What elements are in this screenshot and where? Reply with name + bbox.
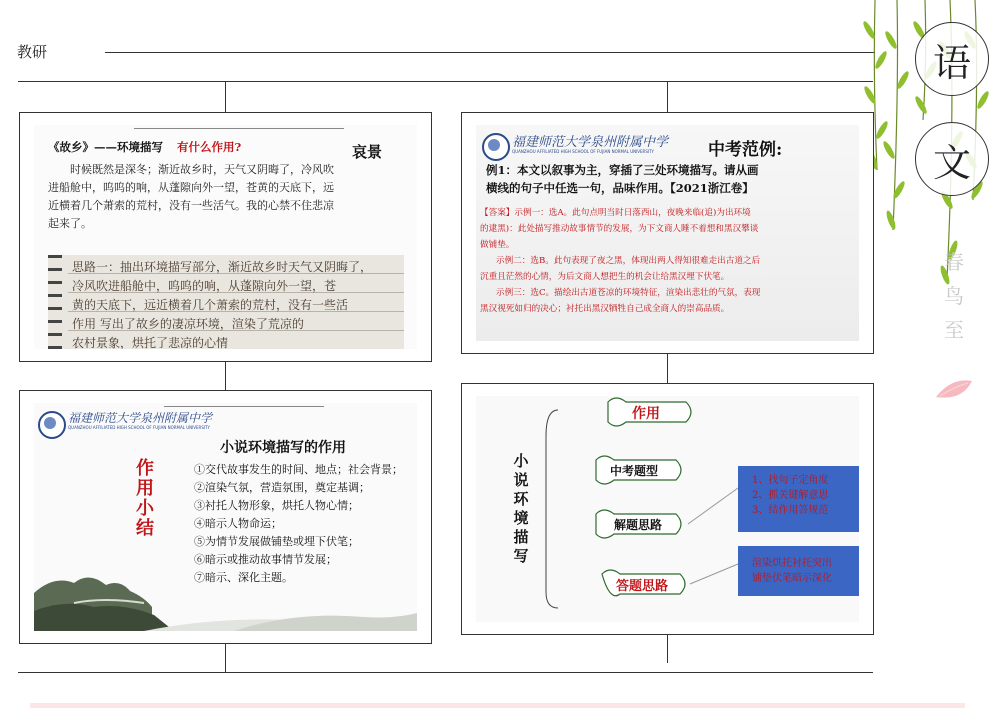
panel-guxiang — [19, 112, 432, 362]
node-answer-approach: 答题思路 — [616, 579, 669, 594]
answer-line: 【答案】示例一：选A。此句点明当时日落西山，夜晚来临(追)为出环境 — [480, 208, 751, 218]
list-item: ③衬托人物形象，烘托人物心情； — [194, 499, 359, 512]
node-solving-approach: 解题思路 — [614, 518, 663, 532]
sidebar-char-1: 语 — [932, 40, 971, 85]
answer-line: 的逮黑)：此处描写推动故事情节的发展，为下文商人睡不着想和黑汉攀谈 — [480, 224, 759, 234]
header-divider — [105, 52, 875, 53]
method-box-2 — [738, 546, 859, 596]
slide-top-line — [134, 128, 344, 129]
landscape-illustration — [34, 553, 417, 631]
note-line: 农村景象，烘托了悲凉的心情 — [72, 336, 229, 349]
sidebar-vertical-char: 至 — [944, 318, 964, 342]
vertical-title-char: 描 — [513, 528, 529, 546]
method-line: 2、抓关键解意思 — [752, 490, 829, 501]
answer-line: 示例二：选B。此句表现了夜之黑，体现出两人得知很难走出古道之后 — [496, 256, 761, 266]
school-name-en: QUANZHOU AFFILIATED HIGH SCHOOL OF FUJIAN NORMAL UNIVERSITY — [512, 149, 654, 154]
panel-exam-example — [461, 112, 874, 354]
example-question — [486, 161, 759, 197]
slide-title-question: 有什么作用? — [177, 140, 242, 154]
panel-mindmap — [461, 383, 874, 635]
sidebar-vertical-char: 鸟 — [944, 284, 964, 308]
slide-tag: 哀景 — [352, 143, 383, 161]
note-line: 冷风吹进船舱中，呜呜的响，从蓬隙向外一望，苍 — [72, 279, 337, 293]
answer-line: 示例三：选C。描绘出古道苍凉的环境特征，渲染出悲壮的气氛，表现 — [496, 288, 761, 298]
bottom-frame-line — [18, 672, 873, 673]
method-line: 3、结作用答规范 — [752, 505, 829, 516]
method-line: 1、找句子定角度 — [752, 475, 829, 486]
exam-title: 中考范例: — [708, 140, 783, 160]
sidebar-char-circle-1 — [915, 22, 989, 96]
list-item: ②渲染气氛，营造氛围，奠定基调； — [194, 481, 370, 494]
list-item: ④暗示人物命运； — [194, 517, 282, 530]
slide-title-prefix: 《故乡》——环境描写 — [48, 140, 163, 154]
side-title-char: 用 — [136, 478, 154, 499]
connector-top-right — [667, 81, 668, 112]
side-title-char: 作 — [136, 458, 154, 479]
note-line: 作用 写出了故乡的凄凉环境，渲染了荒凉的 — [72, 317, 304, 331]
method-line: 铺垫伏笔暗示深化 — [752, 573, 832, 584]
node-function: 作用 — [632, 406, 660, 422]
question-line: 例1：本文以叙事为主，穿插了三处环境描写。请从画 — [486, 163, 759, 177]
top-frame-line — [18, 81, 873, 82]
list-item: ①交代故事发生的时间、地点；社会背景； — [194, 463, 403, 476]
school-logo-inner — [44, 417, 56, 429]
slide-title — [48, 139, 241, 155]
vertical-title-char: 境 — [513, 509, 529, 527]
school-name-cn: 福建师范大学泉州附属中学 — [68, 411, 213, 425]
panel-summary — [19, 390, 432, 644]
text-line: 近横着几个萧索的荒村，没有一些活气。我的心禁不住悲凉 — [48, 199, 334, 212]
sidebar-char-2: 文 — [932, 140, 971, 185]
connector-mid-right — [667, 353, 668, 383]
school-logo-inner — [488, 139, 500, 151]
answer-block — [480, 205, 760, 317]
method-box-1 — [738, 466, 859, 532]
text-line: 起来了。 — [48, 217, 92, 230]
connector-mid-left — [225, 361, 226, 390]
school-name-cn: 福建师范大学泉州附属中学 — [512, 135, 669, 150]
answer-line: 做铺垫。 — [480, 240, 515, 250]
text-line: 时候既然是深冬；渐近故乡时，天气又阴晦了，冷风吹 — [70, 163, 334, 176]
slide-mindmap — [476, 396, 859, 622]
slide-exam-example — [476, 125, 859, 341]
question-line: 横线的句子中任选一句，品味作用。【2021浙江卷】 — [486, 181, 754, 195]
node-exam-type: 中考题型 — [610, 464, 659, 478]
text-line: 进船舱中，呜呜的响，从蓬隙向外一望，苍黄的天底下，远 — [48, 181, 334, 194]
answer-line: 黑汉视死如归的决心；衬托出黑汉牺牲自己成全商人的崇高品质。 — [480, 304, 730, 314]
vertical-title-char: 说 — [513, 471, 529, 489]
petal-decoration — [932, 375, 976, 405]
text-block — [48, 161, 408, 233]
list-item: ⑤为情节发展做铺垫或埋下伏笔； — [194, 535, 359, 548]
slide-top-line — [164, 406, 324, 407]
note-line: 黄的天底下，远近横着几个萧索的荒村，没有一些活 — [72, 298, 349, 312]
vertical-title-char: 环 — [513, 490, 529, 508]
notebook-photo — [48, 255, 404, 349]
method-line: 渲染烘托衬托突出 — [752, 558, 832, 569]
connector-bottom-right — [667, 633, 668, 663]
sidebar-vertical-char: 春 — [944, 250, 964, 274]
connector-bottom-left — [225, 642, 226, 672]
side-title-char: 结 — [136, 518, 154, 539]
bottom-band — [30, 703, 965, 708]
side-title-char: 小 — [136, 498, 154, 519]
slide-guxiang — [34, 125, 417, 349]
school-name-en: QUANZHOU AFFILIATED HIGH SCHOOL OF FUJIAN NORMAL UNIVERSITY — [68, 425, 210, 430]
header-label: 教研 — [17, 43, 48, 61]
note-line: 思路一：抽出环境描写部分，渐近故乡时天气又阴晦了， — [72, 260, 373, 274]
answer-line: 沉重且茫然的心情，为后文商人想把生的机会让给黑汉埋下伏笔。 — [480, 272, 730, 282]
vertical-title-char: 小 — [513, 452, 529, 470]
sidebar-vertical-text — [942, 245, 966, 347]
side-title — [134, 459, 156, 539]
connector-top-left — [225, 81, 226, 112]
list-item: ⑦暗示、深化主题。 — [194, 571, 293, 584]
vertical-title-char: 写 — [513, 547, 529, 565]
list-item: ⑥暗示或推动故事情节发展； — [194, 553, 337, 566]
slide-summary — [34, 403, 417, 631]
sidebar-char-circle-2 — [915, 122, 989, 196]
summary-title: 小说环境描写的作用 — [220, 440, 346, 456]
